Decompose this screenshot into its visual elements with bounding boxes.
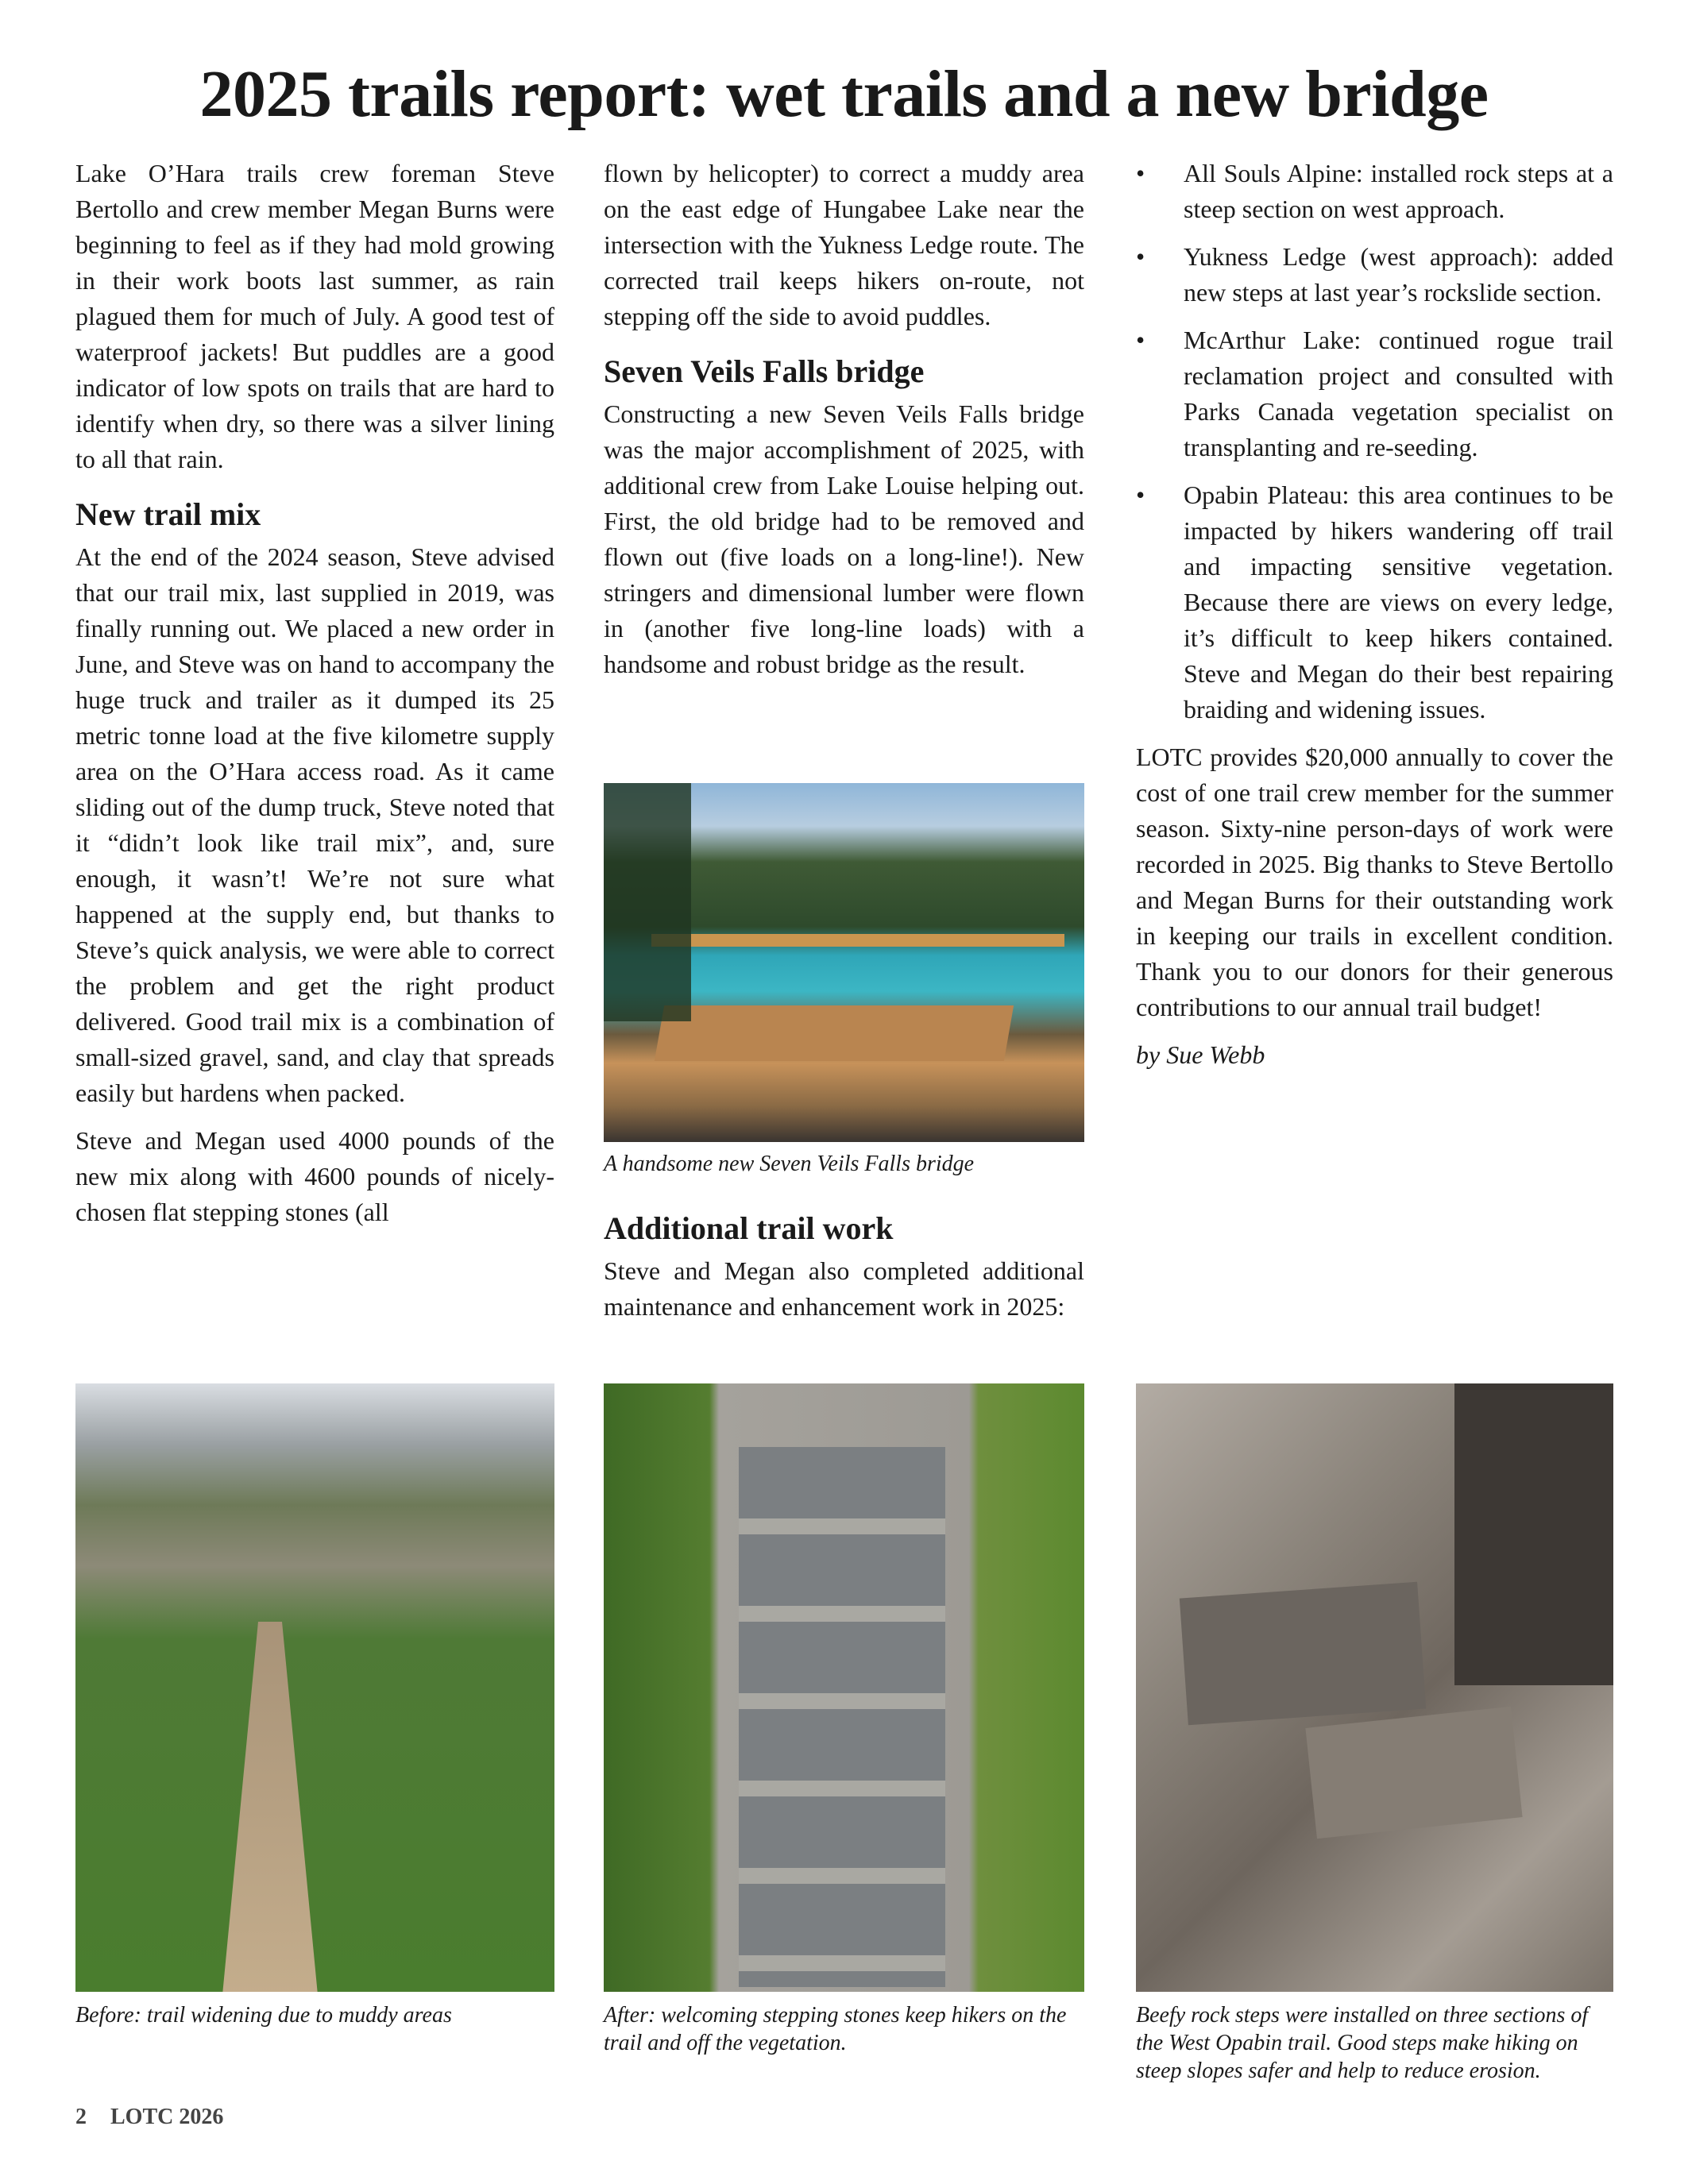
- stones-paragraph: Steve and Megan used 4000 pounds of the new mix along with 4600 pounds of nicely-chosen flat stepping stones (all: [75, 1126, 554, 1226]
- trail-mix-paragraph: At the end of the 2024 season, Steve advised that our trail mix, last supplied in 2019, was finally running out. We placed a new order in June, and Steve was on hand to accompany the huge truck and trailer as it dumped its 25 metric tonne load at the five kilometre supply area on the O’Hara access road. As it came sliding out of the dump truck, Steve noted that it “didn’t look like trail mix”, and, sure enough, it wasn’t! We’re not sure what happened at the supply end, but thanks to Steve’s quick analysis, we were able to correct the problem and get the right product delivered. Good trail mix is a combination of small-sized gravel, sand, and clay that spreads easily but hardens when packed.: [75, 542, 554, 1107]
- column-1: [75, 156, 554, 1242]
- intro-paragraph: Lake O’Hara trails crew foreman Steve Bertollo and crew member Megan Burns were beginning to feel as if they had mold growing in their work boots last summer, as rain plagued them for much of July. A good test of waterproof jackets! But puddles are a good indicator of low spots on trails that are hard to identify when dry, so there was a silver lining to all that rain.: [75, 159, 554, 473]
- funding-paragraph: LOTC provides $20,000 annually to cover the cost of one trail crew member for the summer season. Sixty-nine person-days of work were recorded in 2025. Big thanks to Steve Bertollo and Megan Burns for their outstanding work in keeping our trails in excellent condition. Thank you to our donors for their generous contributions to our annual trail budget!: [1136, 743, 1613, 1021]
- after-caption: After: welcoming stepping stones keep hikers on the trail and off the vegetation.: [604, 2003, 1067, 2055]
- page-number: 2: [75, 2105, 87, 2129]
- additional-work-paragraph: Steve and Megan also completed additional maintenance and enhancement work in 2025:: [604, 1256, 1084, 1321]
- article-title: 2025 trails report: wet trails and a new bridge: [199, 57, 1489, 131]
- work-list: [1136, 156, 1613, 727]
- byline: by Sue Webb: [1136, 1040, 1265, 1069]
- after-stepping-stones-photo: [604, 1383, 1084, 1992]
- column-3: [1136, 156, 1613, 1085]
- list-item: • Opabin Plateau: this area continues to be impacted by hikers wandering off trail and impacting sensitive vegetation. Because there are views on every ledge, it’s difficult to keep hikers contained. Steve and Megan do their best repairing braiding and widening issues.: [1136, 477, 1613, 727]
- before-trail-photo: [75, 1383, 554, 1992]
- page-footer: [75, 2105, 247, 2130]
- column-2-top: [604, 156, 1084, 759]
- rock-steps-photo: [1136, 1383, 1613, 1992]
- publication-name: LOTC 2026: [110, 2105, 224, 2129]
- bridge-caption: A handsome new Seven Veils Falls bridge: [604, 1152, 975, 1176]
- list-item: • All Souls Alpine: installed rock steps at a steep section on west approach.: [1136, 156, 1613, 227]
- list-item: • Yukness Ledge (west approach): added new steps at last year’s rockslide section.: [1136, 239, 1613, 311]
- heading-bridge: Seven Veils Falls bridge: [604, 353, 925, 389]
- continued-paragraph: flown by helicopter) to correct a muddy area on the east edge of Hungabee Lake near the intersection with the Yukness Ledge route. The corrected trail keeps hikers on-route, not stepping off the side to avoid puddles.: [604, 159, 1084, 330]
- list-item: • McArthur Lake: continued rogue trail reclamation project and consulted with Parks Canada vegetation specialist on transplanting and re-seeding.: [1136, 322, 1613, 465]
- bridge-paragraph: Constructing a new Seven Veils Falls bridge was the major accomplishment of 2025, with additional crew from Lake Louise helping out. First, the old bridge had to be removed and flown out (five loads on a long-line!). New stringers and dimensional lumber were flown in (another five long-line loads) with a handsome and robust bridge as the result.: [604, 399, 1084, 678]
- rock-steps-caption: Beefy rock steps were installed on three sections of the West Opabin trail. Good steps make hiking on steep slopes safer and help to reduce erosion.: [1136, 2003, 1589, 2083]
- before-caption: Before: trail widening due to muddy areas: [75, 2003, 452, 2028]
- bridge-photo: [604, 783, 1084, 1142]
- heading-additional-work: Additional trail work: [604, 1210, 894, 1246]
- column-2-bottom: [604, 1209, 1084, 1337]
- heading-new-trail-mix: New trail mix: [75, 496, 261, 532]
